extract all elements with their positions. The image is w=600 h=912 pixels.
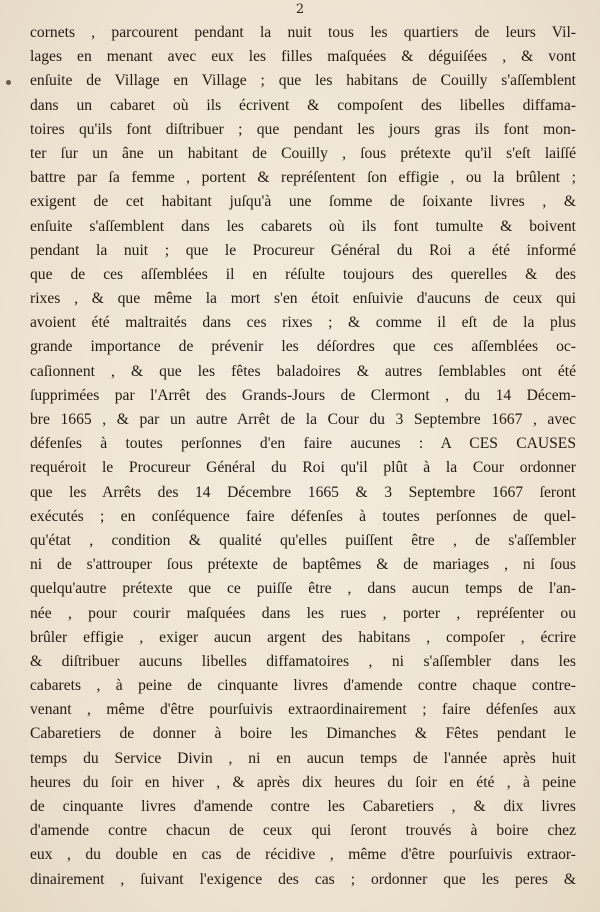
text-line: toires qu'ils font diſtribuer ; que pendant les jours gras ils font mon- xyxy=(30,120,576,138)
text-line: avoient été maltraités dans ces rixes ; & comme il eſt de la plus xyxy=(30,314,576,332)
text-line: dinairement , ſuivant l'exigence des cas ; ordonner que les peres & xyxy=(30,870,576,888)
text-line: ni de s'attrouper ſous prétexte de baptêmes & de mariages , ni ſous xyxy=(30,556,576,574)
text-line: exigent de cet habitant juſqu'à une ſomme de ſoixante livres , & xyxy=(30,193,576,211)
text-line: cornets , parcourent pendant la nuit tous les quartiers de leurs Vil- xyxy=(30,24,576,41)
text-line: ter ſur un âne un habitant de Couilly , ſous prétexte qu'il s'eſt laiſſé xyxy=(30,144,576,162)
text-line: pendant la nuit ; que le Procureur Général du Roi a été informé xyxy=(30,241,576,259)
text-line: grande importance de prévenir les déſordres que ces aſſemblées oc- xyxy=(30,338,576,356)
text-line: quelqu'autre prétexte que ce puiſſe être , dans aucun temps de l'an- xyxy=(30,580,576,598)
text-line: & diſtribuer aucuns libelles diffamatoires , ni s'aſſembler dans les xyxy=(30,652,576,670)
text-line: bre 1665 , & par un autre Arrêt de la Cour du 3 Septembre 1667 , avec xyxy=(30,411,576,428)
text-line: ſupprimées par l'Arrêt des Grands-Jours de Clermont , du 14 Décem- xyxy=(30,386,576,404)
text-line: rixes , & que même la mort s'en étoit enſuivie d'aucuns de ceux qui xyxy=(30,290,576,308)
text-line: caſionnent , & que les fêtes baladoires & autres ſemblables ont été xyxy=(30,362,576,380)
text-line: lages en menant avec eux les filles maſquées & déguiſées , & vont xyxy=(30,48,576,66)
page-number: 2 xyxy=(295,2,305,17)
text-line: dans un cabaret où ils écrivent & compoſent des libelles diffama- xyxy=(30,96,576,114)
body-text xyxy=(30,21,576,892)
text-line: temps du Service Divin , ni en aucun temps de l'année après huit xyxy=(30,749,576,767)
text-line: que les Arrêts des 14 Décembre 1665 & 3 Septembre 1667 ſeront xyxy=(30,483,576,501)
text-line: exécutés ; en conſéquence faire défenſes à toutes perſonnes de quel- xyxy=(30,507,576,525)
text-line: défenſes à toutes perſonnes d'en faire aucunes : A CES CAUSES xyxy=(30,435,576,453)
text-line: venant , même d'être pourſuivis extraordinairement ; faire défenſes aux xyxy=(30,701,576,719)
text-line: eux , du double en cas de récidive , même d'être pourſuivis extraor- xyxy=(30,846,576,864)
text-line: brûler effigie , exiger aucun argent des habitans , compoſer , écrire xyxy=(30,628,576,646)
text-line: de cinquante livres d'amende contre les Cabaretiers , & dix livres xyxy=(30,798,576,815)
margin-mark xyxy=(6,80,11,85)
text-line: battre par ſa femme , portent & repréſentent ſon effigie , ou la brûlent ; xyxy=(30,169,576,187)
text-line: née , pour courir maſquées dans les rues , porter , repréſenter ou xyxy=(30,604,576,622)
text-line: Cabaretiers de donner à boire les Dimanches & Fêtes pendant le xyxy=(30,725,576,743)
text-line: qu'état , condition & qualité qu'elles puiſſent être , de s'aſſembler xyxy=(30,531,576,549)
text-line: heures du ſoir en hiver , & après dix heures du ſoir en été , à peine xyxy=(30,773,576,791)
text-line: cabarets , à peine de cinquante livres d'amende contre chaque contre- xyxy=(30,677,576,695)
text-line: d'amende contre chacun de ceux qui ſeront trouvés à boire chez xyxy=(30,822,576,840)
text-line: requéroit le Procureur Général du Roi qu'il plût à la Cour ordonner xyxy=(30,459,576,477)
text-line: enſuite s'aſſemblent dans les cabarets où ils font tumulte & boivent xyxy=(30,217,576,235)
text-line: enſuite de Village en Village ; que les habitans de Couilly s'aſſemblent xyxy=(30,72,576,90)
text-line: que de ces aſſemblées il en réſulte toujours des querelles & des xyxy=(30,265,576,283)
